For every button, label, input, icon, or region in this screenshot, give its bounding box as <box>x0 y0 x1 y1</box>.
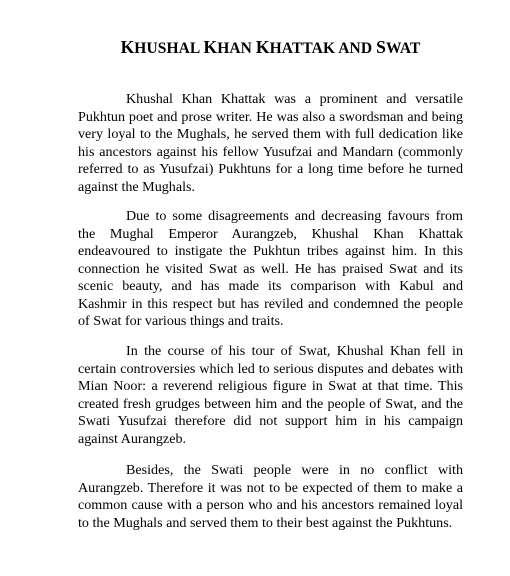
title-word: HATTAK AND <box>269 40 377 57</box>
title-initial: K <box>120 37 135 57</box>
paragraph-4: Besides, the Swati people were in no conflict with Aurangzeb. Therefore it was not to be expected of them to make a common cause with a person who and his ancestors remained loyal to the Mughals and served them to their best against the Pukhtuns. <box>78 462 463 531</box>
paragraph-1: Khushal Khan Khattak was a prominent and versatile Pukhtun poet and prose writer. He was also a swordsman and being very loyal to the Mughals, he served them with full dedication like his ancestors against his fellow Yusufzai and Mandarn (commonly referred to as Yusufzai) Pukhtuns for a long time before he turned against the Mughals. <box>78 91 463 195</box>
title-word: HAN <box>217 40 256 57</box>
paragraph-2: Due to some disagreements and decreasing favours from the Mughal Emperor Aurangzeb, Khushal Khan Khattak endeavoured to instigate the Pukhtun tribes against him. In this connection he visited Swat as well. He has praised Swat and its scenic beauty, and has made its comparison with Kabul and Kashmir in this respect but has reviled and condemned the people of Swat for various things and traits. <box>78 208 463 329</box>
paragraph-3: In the course of his tour of Swat, Khushal Khan fell in certain controversies which led to serious disputes and debates with Mian Noor: a reverend religious figure in Swat at that time. This created fresh grudges between him and the people of Swat, and the Swati Yusufzai therefore did not support him in his campaign against Aurangzeb. <box>78 343 463 447</box>
title-initial: K <box>203 37 218 57</box>
title-word: HUSHAL <box>134 40 204 57</box>
title-word: WAT <box>385 40 421 57</box>
title-initial: S <box>376 37 386 57</box>
document-title <box>78 37 463 58</box>
title-initial: K <box>255 37 270 57</box>
